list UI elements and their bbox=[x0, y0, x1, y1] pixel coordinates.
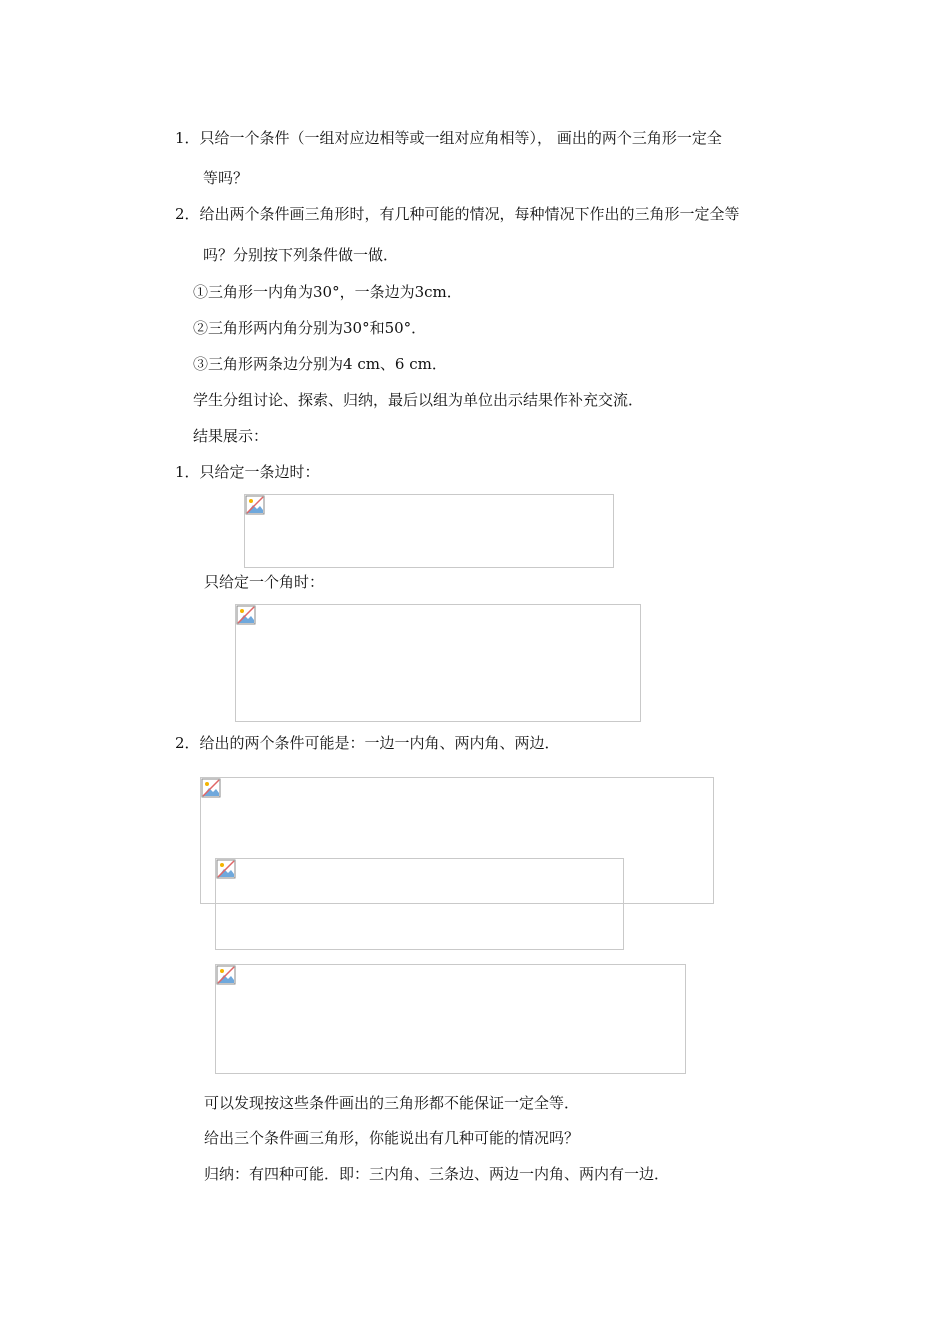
figure-one-angle bbox=[235, 604, 641, 722]
broken-image-icon bbox=[236, 605, 256, 625]
broken-image-icon bbox=[201, 778, 221, 798]
figure-two-sides bbox=[215, 964, 686, 1074]
conclusion-not-congruent: 可以发现按这些条件画出的三角形都不能保证一定全等． bbox=[204, 1094, 580, 1112]
question-2-line-1: 2．给出两个条件画三角形时，有几种可能的情况，每种情况下作出的三角形一定全等 bbox=[175, 205, 740, 223]
figure-two-angles bbox=[215, 858, 624, 950]
figure-one-side bbox=[244, 494, 614, 568]
results-heading: 结果展示： bbox=[193, 427, 269, 445]
result-1-one-side: 1．只给定一条边时： bbox=[175, 463, 320, 481]
three-conditions-question: 给出三个条件画三角形，你能说出有几种可能的情况吗？ bbox=[204, 1129, 580, 1147]
question-2-line-2: 吗？分别按下列条件做一做． bbox=[203, 246, 399, 264]
broken-image-icon bbox=[245, 495, 265, 515]
condition-3: ③三角形两条边分别为4 cm、6 cm． bbox=[193, 355, 447, 373]
condition-1: ①三角形一内角为30°，一条边为3cm． bbox=[193, 283, 462, 301]
result-2-heading: 2．给出的两个条件可能是：一边一内角、两内角、两边． bbox=[175, 734, 560, 752]
broken-image-icon bbox=[216, 965, 236, 985]
broken-image-icon bbox=[216, 859, 236, 879]
question-1-line-2: 等吗？ bbox=[203, 169, 249, 187]
result-1-one-angle: 只给定一个角时： bbox=[204, 573, 325, 591]
summary-four-cases: 归纳：有四种可能．即：三内角、三条边、两边一内角、两内有一边． bbox=[204, 1165, 670, 1183]
question-1-line-1: 1．只给一个条件（一组对应边相等或一组对应角相等）， 画出的两个三角形一定全 bbox=[175, 129, 722, 147]
condition-2: ②三角形两内角分别为30°和50°． bbox=[193, 319, 427, 337]
discussion-line: 学生分组讨论、探索、归纳，最后以组为单位出示结果作补充交流． bbox=[193, 391, 644, 409]
